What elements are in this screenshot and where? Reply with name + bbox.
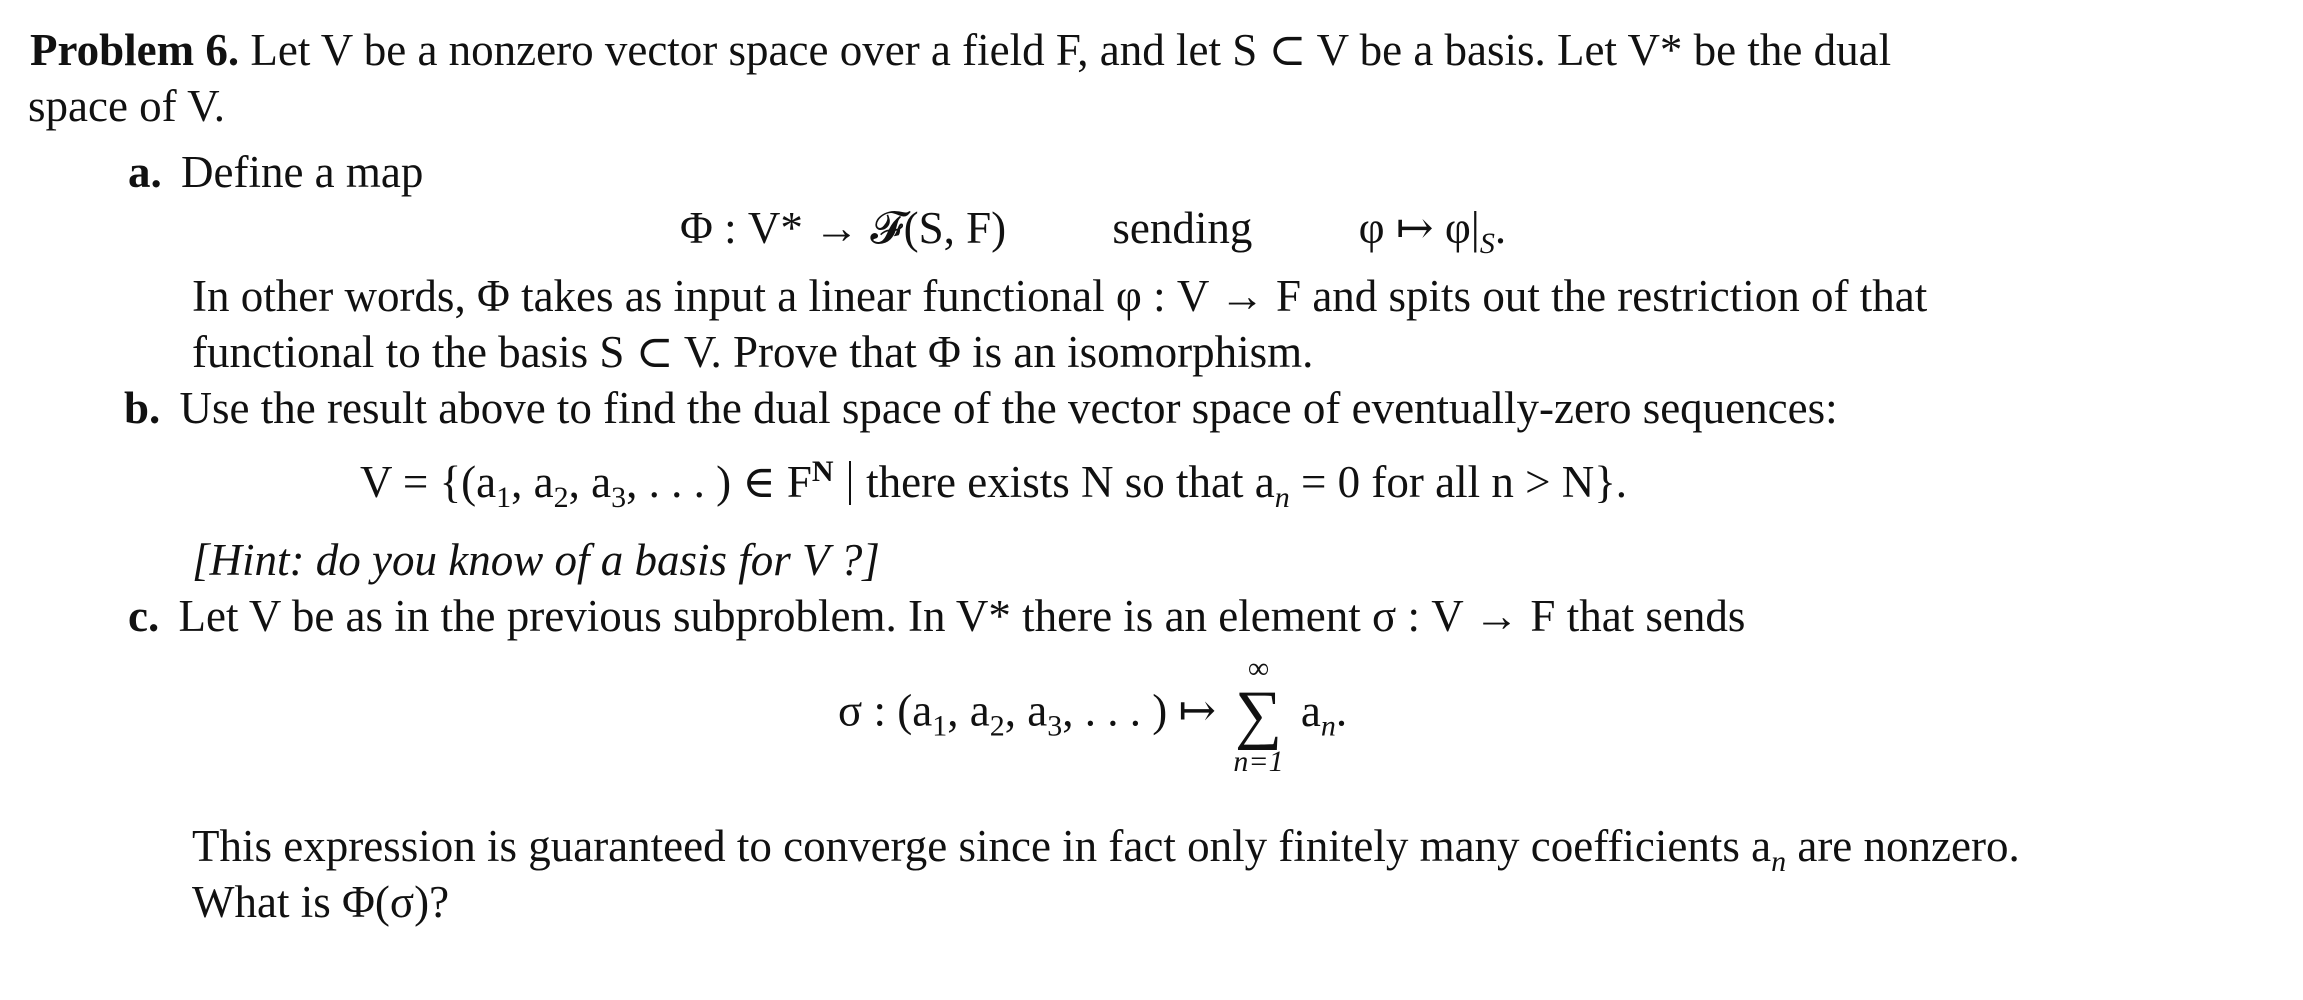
part-a-display-rule: φ ↦ φ|: [1358, 203, 1480, 253]
part-b-display-sup: N: [811, 455, 834, 488]
part-a-display: [680, 203, 1507, 260]
part-c-display-term: a: [1300, 685, 1321, 736]
part-a-text-1: In other words, Φ takes as input a linear functional φ : V → F and spits out the restriction of that: [192, 271, 1928, 321]
part-a-lead-line: [128, 147, 424, 197]
part-c-display-left: σ : (a: [838, 685, 933, 736]
part-b-display-tail: , . . . ) ∈ F: [626, 457, 812, 507]
part-c-display-end: .: [1335, 685, 1348, 736]
part-b-display-cond: there exists N so that a: [866, 457, 1275, 507]
part-b-display-mid2: , a: [568, 457, 612, 507]
part-c-display: σ : ($a_1$, $a_2$, $a_3$, . . . ) ↦ ∞ ∑ n=1 $a_n$.: [838, 652, 1348, 778]
part-b-display-cond-sub: n: [1274, 481, 1290, 514]
part-a-text-line-1: [192, 271, 1928, 321]
part-a-display-sending: sending: [1112, 203, 1253, 253]
part-c-text-line-1: [192, 821, 2020, 878]
part-b-display-mid: , a: [511, 457, 554, 507]
summation: [1233, 654, 1283, 777]
sum-symbol: ∑: [1234, 678, 1283, 751]
part-b-display-left: V = {(a: [360, 457, 497, 507]
part-c-display-term-sub: n: [1320, 709, 1336, 743]
problem-intro-text-2: space of V.: [28, 81, 226, 131]
set-builder-bar: [849, 461, 851, 505]
part-c-text-1-end: are nonzero.: [1786, 821, 2020, 871]
part-c-display-tail: , . . . ) ↦: [1062, 685, 1217, 736]
part-a-display-map: Φ : V* → 𝓕(S, F): [680, 203, 1007, 253]
part-b-hint: [Hint: do you know of a basis for V ?]: [192, 535, 880, 585]
part-b-display: $V = \{(a_1$, $a_2$, $a_3$, . . . ) ∈ $F^N$ there exists N so that $a_n = 0$ for all n > N}.: [360, 455, 1628, 514]
part-a-display-rule-sub: S: [1479, 227, 1495, 260]
sum-upper-limit: ∞: [1247, 652, 1270, 685]
part-c-text-2: What is Φ(σ)?: [192, 877, 450, 927]
part-c-label: c.: [128, 591, 160, 641]
problem-intro-text-1: Let V be a nonzero vector space over a field F, and let S ⊂ V be a basis. Let V* be the dual: [250, 25, 1892, 75]
part-b-label: b.: [124, 383, 161, 433]
part-a-lead: Define a map: [181, 147, 424, 197]
part-c-text-line: [128, 591, 1746, 641]
problem-intro-line-1: [30, 25, 1892, 75]
part-a-text-line-2: [192, 327, 1314, 377]
part-c-text: Let V be as in the previous subproblem. In V* there is an element σ : V → F that sends: [178, 591, 1746, 641]
part-b-display-cond-end: = 0 for all n > N}.: [1289, 457, 1628, 507]
problem-intro-line-2: [28, 81, 226, 131]
part-a-label: a.: [128, 147, 162, 197]
part-c-text-1-sub: n: [1771, 845, 1787, 878]
part-c-text-1: This expression is guaranteed to converge since in fact only finitely many coefficients a: [192, 821, 1772, 871]
part-b-hint-line: [192, 535, 880, 585]
part-b-text-line: [124, 383, 1838, 433]
part-c-text-line-2: [192, 877, 450, 927]
part-a-text-2: functional to the basis S ⊂ V. Prove that Φ is an isomorphism.: [192, 327, 1314, 377]
problem-heading: Problem 6.: [30, 25, 240, 75]
sum-lower-limit: n=1: [1233, 744, 1284, 778]
part-b-text: Use the result above to find the dual space of the vector space of eventually-zero sequences:: [179, 383, 1838, 433]
part-a-display-end: .: [1494, 203, 1507, 253]
